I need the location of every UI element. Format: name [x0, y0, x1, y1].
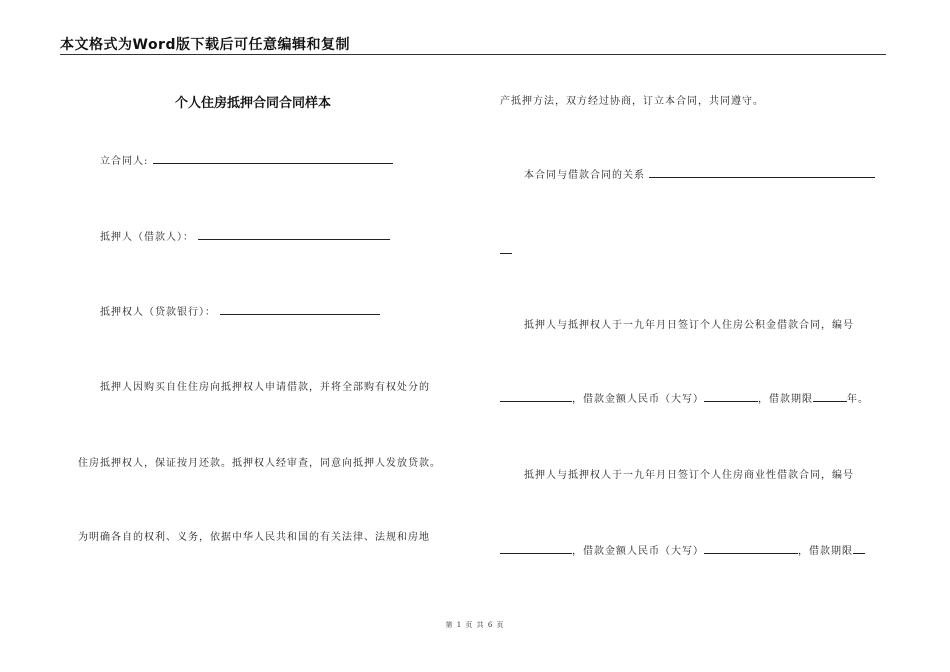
commercial-amount-label: ，借款金额人民币（大写） — [572, 546, 704, 557]
paragraph-line: 产抵押方法，双方经过协商，订立本合同，共同遵守。 — [500, 96, 764, 107]
paragraph-line: 为明确各自的权利、义务，依据中华人民共和国的有关法律、法规和房地 — [78, 532, 430, 543]
page-number: 第 1 页 共 6 页 — [445, 621, 505, 629]
commercial-term-label: ，借款期限 — [798, 546, 853, 557]
relation-blank[interactable] — [649, 166, 875, 178]
document-title: 个人住房抵押合同合同样本 — [175, 96, 332, 111]
paragraph-line: 住房抵押权人，保证按月还款。抵押权人经审查，同意向抵押人发放贷款。 — [78, 458, 441, 469]
mortgagee-field — [100, 303, 380, 318]
commercial-amount-blank[interactable] — [704, 542, 798, 554]
fund-amount-blank[interactable] — [704, 390, 758, 402]
mortgagee-blank[interactable] — [220, 303, 380, 315]
relation-label: 本合同与借款合同的关系 — [524, 170, 645, 181]
fund-term-label: ，借款期限 — [758, 394, 813, 405]
mortgagor-label: 抵押人（借款人）： — [100, 232, 194, 243]
relation-blank-continued — [500, 242, 512, 257]
paragraph-line: 抵押人因购买自住住房向抵押权人申请借款，并将全部购有权处分的 — [100, 382, 430, 393]
party-field — [100, 152, 393, 167]
paragraph-line: 抵押人与抵押权人于一九年月日签订个人住房公积金借款合同，编号 — [524, 320, 854, 331]
fund-amount-label: ，借款金额人民币（大写） — [572, 394, 704, 405]
paragraph-line: 抵押人与抵押权人于一九年月日签订个人住房商业性借款合同，编号 — [524, 470, 854, 481]
party-label: 立合同人: — [100, 156, 149, 167]
mortgagor-blank[interactable] — [198, 228, 390, 240]
commercial-term-blank[interactable] — [853, 542, 865, 554]
document-header — [60, 34, 886, 55]
relation-field — [524, 166, 875, 181]
fund-loan-field — [500, 390, 869, 405]
relation-blank-tail[interactable] — [500, 242, 512, 254]
mortgagee-label: 抵押权人（贷款银行）： — [100, 307, 216, 318]
mortgagor-field — [100, 228, 390, 243]
commercial-contract-number-blank[interactable] — [500, 542, 572, 554]
fund-term-blank[interactable] — [813, 390, 847, 402]
party-blank[interactable] — [153, 152, 393, 164]
fund-term-unit: 年。 — [847, 394, 869, 405]
fund-contract-number-blank[interactable] — [500, 390, 572, 402]
commercial-loan-field — [500, 542, 865, 557]
header-title: 本文格式为Word版下载后可任意编辑和复制 — [60, 37, 350, 53]
